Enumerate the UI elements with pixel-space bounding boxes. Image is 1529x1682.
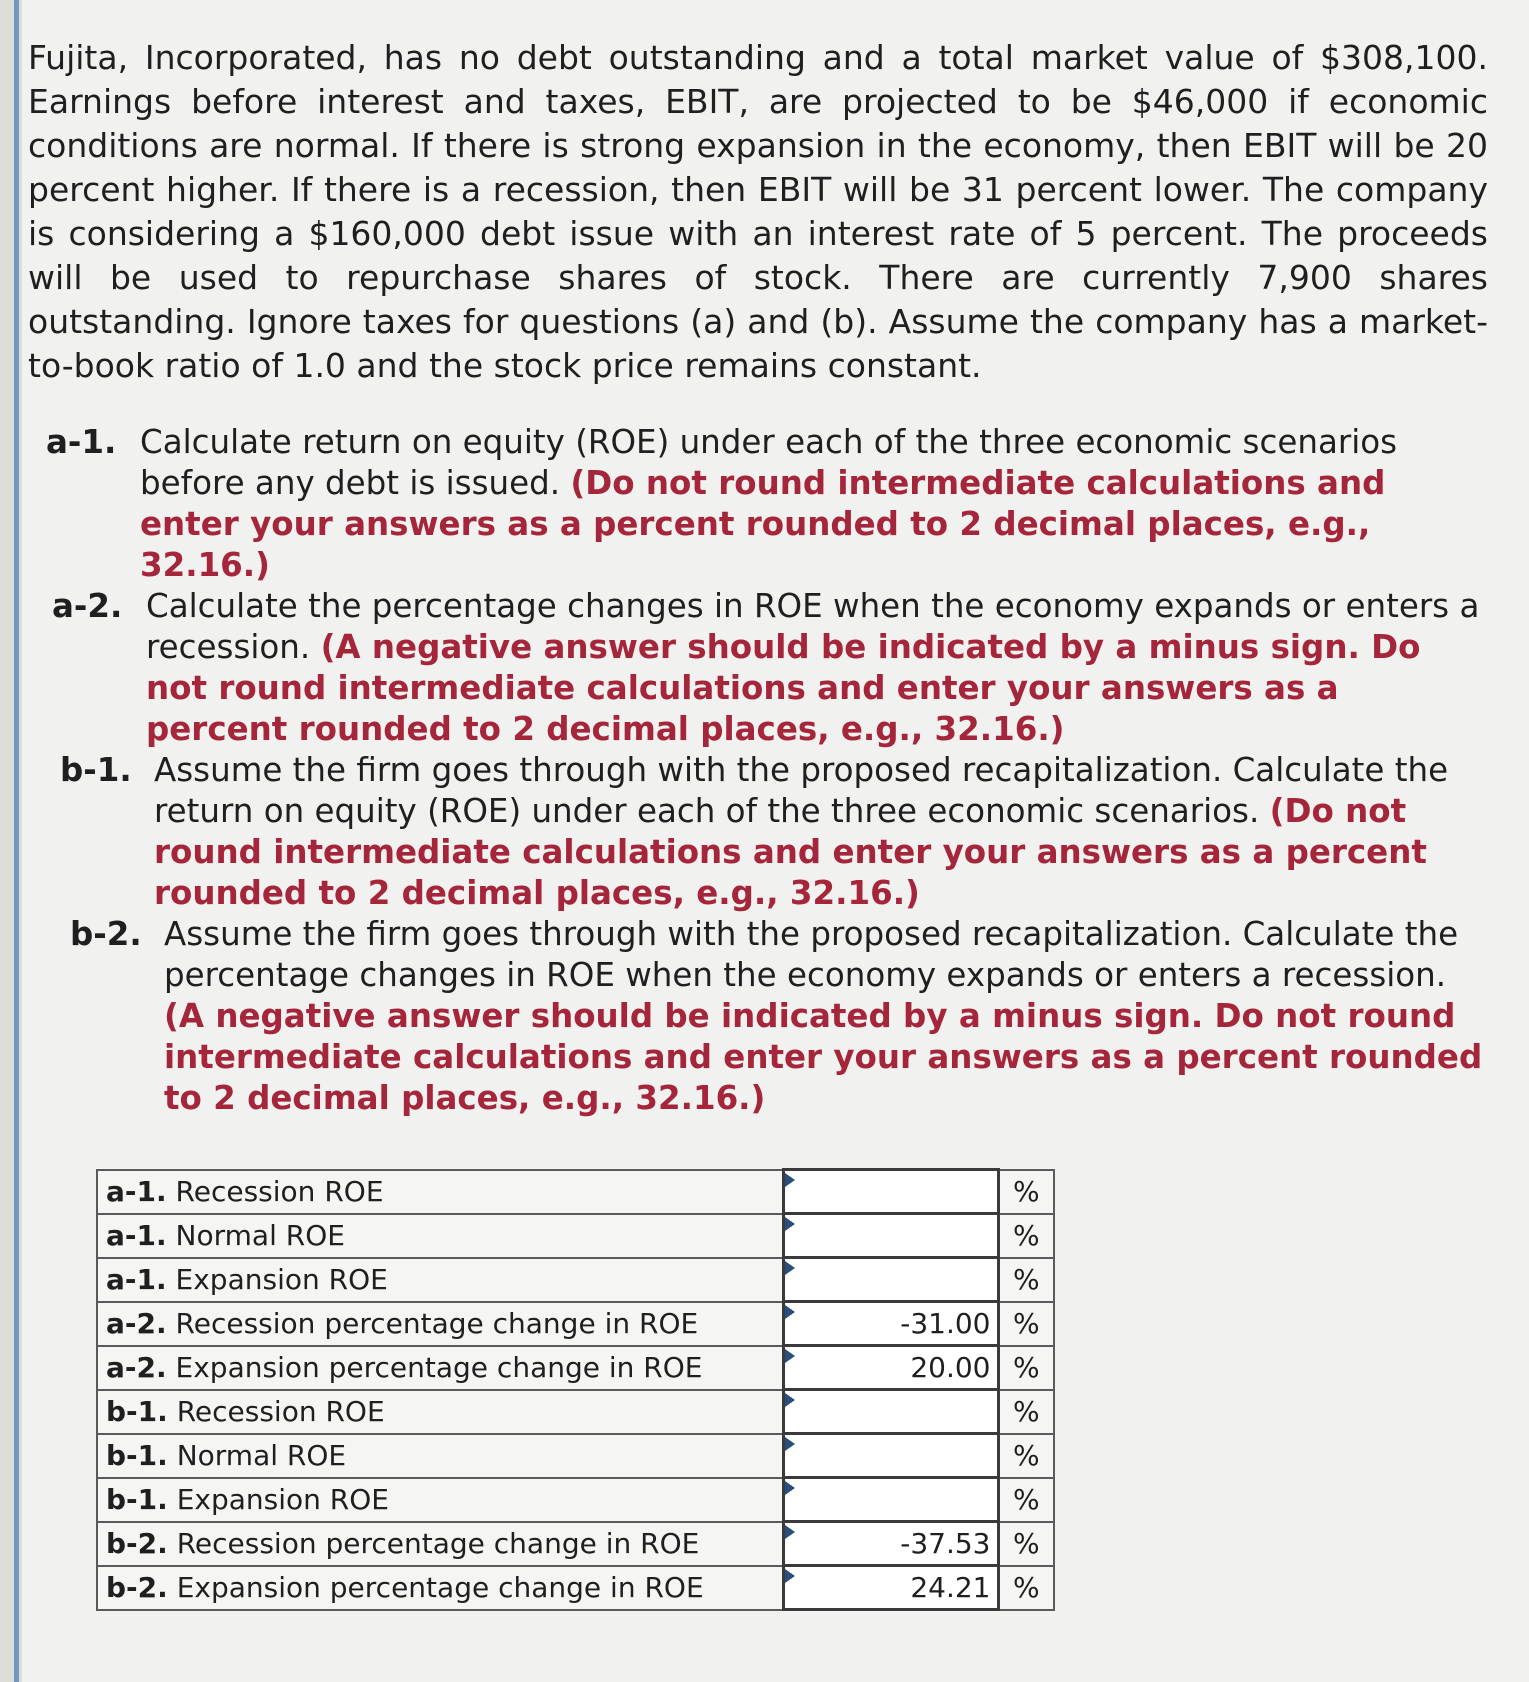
question-body: Calculate the percentage changes in ROE when the economy expands or enters a recession. <box>146 587 1480 666</box>
percent-unit: % <box>998 1302 1054 1346</box>
question-b2 <box>70 914 1488 1119</box>
row-label: a-2. Recession percentage change in ROE <box>97 1302 783 1346</box>
question-instruction: (A negative answer should be indicated by a minus sign. Do not round intermediate calculations and enter your answers as a percent rounded to 2 decimal places, e.g., 32.16.) <box>146 628 1421 748</box>
row-label: a-1. Normal ROE <box>97 1214 783 1258</box>
table-row <box>97 1170 1054 1214</box>
question-instruction: (Do not round intermediate calculations and enter your answers as a percent rounded to 2 decimal places, e.g., 32.16.) <box>140 464 1386 584</box>
question-instruction: (Do not round intermediate calculations and enter your answers as a percent rounded to 2 decimal places, e.g., 32.16.) <box>154 792 1427 912</box>
cell-marker-icon <box>785 1349 795 1363</box>
cell-marker-icon <box>785 1437 795 1451</box>
question-text <box>146 586 1488 750</box>
answer-input-a1-normal[interactable] <box>783 1214 998 1258</box>
question-text <box>164 914 1488 1119</box>
question-label: a-1. <box>46 423 117 461</box>
question-a1 <box>46 422 1488 586</box>
cell-marker-icon <box>785 1569 795 1583</box>
percent-unit: % <box>998 1214 1054 1258</box>
row-label: b-1. Recession ROE <box>97 1390 783 1434</box>
table-row <box>97 1214 1054 1258</box>
row-label: b-2. Recession percentage change in ROE <box>97 1522 783 1566</box>
percent-unit: % <box>998 1434 1054 1478</box>
question-a2 <box>52 586 1488 750</box>
table-row <box>97 1566 1054 1610</box>
cell-marker-icon <box>785 1217 795 1231</box>
table-row <box>97 1522 1054 1566</box>
table-row <box>97 1302 1054 1346</box>
percent-unit: % <box>998 1566 1054 1610</box>
table-row <box>97 1478 1054 1522</box>
row-label: b-1. Normal ROE <box>97 1434 783 1478</box>
answer-input-a1-recession[interactable] <box>783 1170 998 1214</box>
table-row <box>97 1390 1054 1434</box>
answer-input-b1-expansion[interactable] <box>783 1478 998 1522</box>
table-row <box>97 1346 1054 1390</box>
question-instruction: (A negative answer should be indicated by a minus sign. Do not round intermediate calculations and enter your answers as a percent rounded to 2 decimal places, e.g., 32.16.) <box>164 997 1483 1117</box>
percent-unit: % <box>998 1170 1054 1214</box>
cell-marker-icon <box>785 1261 795 1275</box>
answer-input-b1-recession[interactable] <box>783 1390 998 1434</box>
percent-unit: % <box>998 1390 1054 1434</box>
answer-input-a2-recession[interactable]: -31.00 <box>783 1302 998 1346</box>
question-body: Calculate return on equity (ROE) under each of the three economic scenarios before any debt is issued. <box>140 423 1398 502</box>
row-label: a-1. Expansion ROE <box>97 1258 783 1302</box>
percent-unit: % <box>998 1346 1054 1390</box>
answer-input-a1-expansion[interactable] <box>783 1258 998 1302</box>
cell-marker-icon <box>785 1481 795 1495</box>
answer-table <box>96 1168 1055 1611</box>
row-label: b-1. Expansion ROE <box>97 1478 783 1522</box>
question-body: Assume the firm goes through with the proposed recapitalization. Calculate the return on equity (ROE) under each of the three economic scenarios. <box>154 751 1449 830</box>
percent-unit: % <box>998 1522 1054 1566</box>
problem-content <box>28 36 1488 1119</box>
question-b1 <box>60 750 1488 914</box>
problem-statement: Fujita, Incorporated, has no debt outstanding and a total market value of $308,100. Earnings before interest and taxes, EBIT, are projected to be $46,000 if economic conditions are normal. If there is strong expansion in the economy, then EBIT will be 20 percent higher. If there is a recession, then EBIT will be 31 percent lower. The company is considering a $160,000 debt issue with an interest rate of 5 percent. The proceeds will be used to repurchase shares of stock. There are currently 7,900 shares outstanding. Ignore taxes for questions (a) and (b). Assume the company has a market-to-book ratio of 1.0 and the stock price remains constant. <box>28 38 1488 385</box>
left-margin-rule <box>14 0 19 1682</box>
cell-marker-icon <box>785 1525 795 1539</box>
row-label: a-1. Recession ROE <box>97 1170 783 1214</box>
cell-marker-icon <box>785 1393 795 1407</box>
answer-input-a2-expansion[interactable]: 20.00 <box>783 1346 998 1390</box>
percent-unit: % <box>998 1258 1054 1302</box>
cell-marker-icon <box>785 1305 795 1319</box>
answer-input-b2-expansion[interactable]: 24.21 <box>783 1566 998 1610</box>
row-label: a-2. Expansion percentage change in ROE <box>97 1346 783 1390</box>
question-body: Assume the firm goes through with the proposed recapitalization. Calculate the percentage changes in ROE when the economy expands or enters a recession. <box>164 915 1459 994</box>
question-label: b-2. <box>70 915 142 953</box>
answer-input-b2-recession[interactable]: -37.53 <box>783 1522 998 1566</box>
question-label: b-1. <box>60 751 132 789</box>
question-text <box>154 750 1488 914</box>
row-label: b-2. Expansion percentage change in ROE <box>97 1566 783 1610</box>
question-text <box>140 422 1488 586</box>
question-label: a-2. <box>52 587 123 625</box>
table-row <box>97 1434 1054 1478</box>
cell-marker-icon <box>785 1173 795 1187</box>
percent-unit: % <box>998 1478 1054 1522</box>
table-row <box>97 1258 1054 1302</box>
answer-input-b1-normal[interactable] <box>783 1434 998 1478</box>
